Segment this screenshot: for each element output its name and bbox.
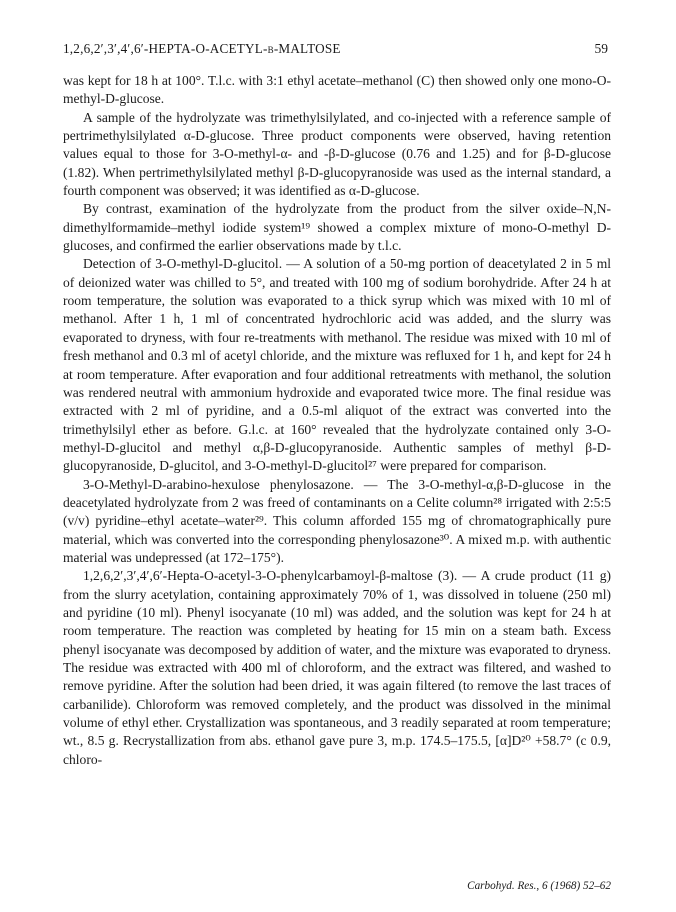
journal-reference: Carbohyd. Res., 6 (1968) 52–62: [467, 880, 611, 892]
paragraph-phenylosazone: 3-O-Methyl-D-arabino-hexulose phenylosazone. — The 3-O-methyl-α,β-D-glucose in the deacetylated hydrolyzate from 2 was freed of contaminants on a Celite column²⁸ irrigated with 2:5:5 (v/v) pyridine–ethyl acetate–water²⁹. This column afforded 155 mg of chromatographically pure material, which was converted into the corresponding phenylosazone³⁰. A mixed m.p. with authentic material was undepressed (at 172–175°).: [63, 476, 611, 565]
running-head: 1,2,6,2′,3′,4′,6′-HEPTA-O-ACETYL-β-MALTOSE: [63, 41, 341, 56]
article-body: [63, 72, 611, 769]
page-number: 59: [594, 41, 608, 56]
paragraph-silver-oxide: By contrast, examination of the hydrolyzate from the product from the silver oxide–N,N-dimethylformamide–methyl iodide system¹⁹ showed a complex mixture of mono-O-methyl D-glucoses, and confirmed the earlier observations made by t.l.c.: [63, 201, 611, 254]
paragraph-continued: was kept for 18 h at 100°. T.l.c. with 3:1 ethyl acetate–methanol (C) then showed only one mono-O-methyl-D-glucose.: [63, 73, 611, 107]
paragraph-trimethylsilylation: A sample of the hydrolyzate was trimethylsilylated, and co-injected with a reference sample of pertrimethylsilylated α-D-glucose. Three product components were observed, having retention values equal to those for 3-O-methyl-α- and -β-D-glucose (0.76 and 1.25) and for β-D-glucose (1.82). When pertrimethylsilylated methyl β-D-glucopyranoside was used as the internal standard, a fourth component was observed; it was identified as α-D-glucose.: [63, 109, 611, 199]
paragraph-phenylcarbamoyl-maltose: 1,2,6,2′,3′,4′,6′-Hepta-O-acetyl-3-O-phenylcarbamoyl-β-maltose (3). — A crude product (11 g) from the slurry acetylation, containing approximately 70% of 1, was dissolved in toluene (250 ml) and pyridine (10 ml). Phenyl isocyanate (10 ml) was added, and the solution was kept for 24 h at room temperature. The reaction was completed by heating for 15 min on a steam bath. Excess phenyl isocyanate was decomposed by addition of water, and the mixture was evaporated to dryness. The residue was extracted with 400 ml of chloroform, and the extract was filtered, and washed to remove pyridine. After the solution had been dried, it was again filtered (to remove the last traces of carbanilide). Chloroform was removed completely, and the product was dissolved in the minimal volume of ethyl ether. Crystallization was spontaneous, and 3 readily separated at room temperature; wt., 8.5 g. Recrystallization from abs. ethanol gave pure 3, m.p. 174.5–175.5, [α]D²⁰ +58.7° (c 0.9, chloro-: [63, 568, 611, 767]
page-footer: [63, 880, 611, 896]
page-header: [63, 41, 608, 63]
paragraph-glucitol-detection: Detection of 3-O-methyl-D-glucitol. — A solution of a 50-mg portion of deacetylated 2 in 5 ml of deionized water was chilled to 5°, and treated with 100 mg of sodium borohydride. After 24 h at room temperature, the solution was evaporated to a thick syrup which was mixed with 10 ml of methanol. After 1 h, 1 ml of concentrated hydrochloric acid was added, and the slurry was evaporated to dryness, with four re-treatments with methanol. The residue was mixed with 10 ml of fresh methanol and 0.3 ml of acetyl chloride, and the mixture was refluxed for 1 h, and kept for 24 h at room temperature. After evaporation and four additional retreatments with methanol, the solution was rendered neutral with ammonium hydroxide and evaporated twice more. The final residue was extracted with 2 ml of pyridine, and a 0.5-ml aliquot of the extract was converted into the trimethylsilyl ether as before. G.l.c. at 160° revealed that the hydrolyzate contained only 3-O-methyl-D-glucitol and methyl α,β-D-glucopyranoside. Authentic samples of methyl β-D-glucopyranoside, D-glucitol, and 3-O-methyl-D-glucitol²⁷ were prepared for comparison.: [63, 256, 611, 474]
